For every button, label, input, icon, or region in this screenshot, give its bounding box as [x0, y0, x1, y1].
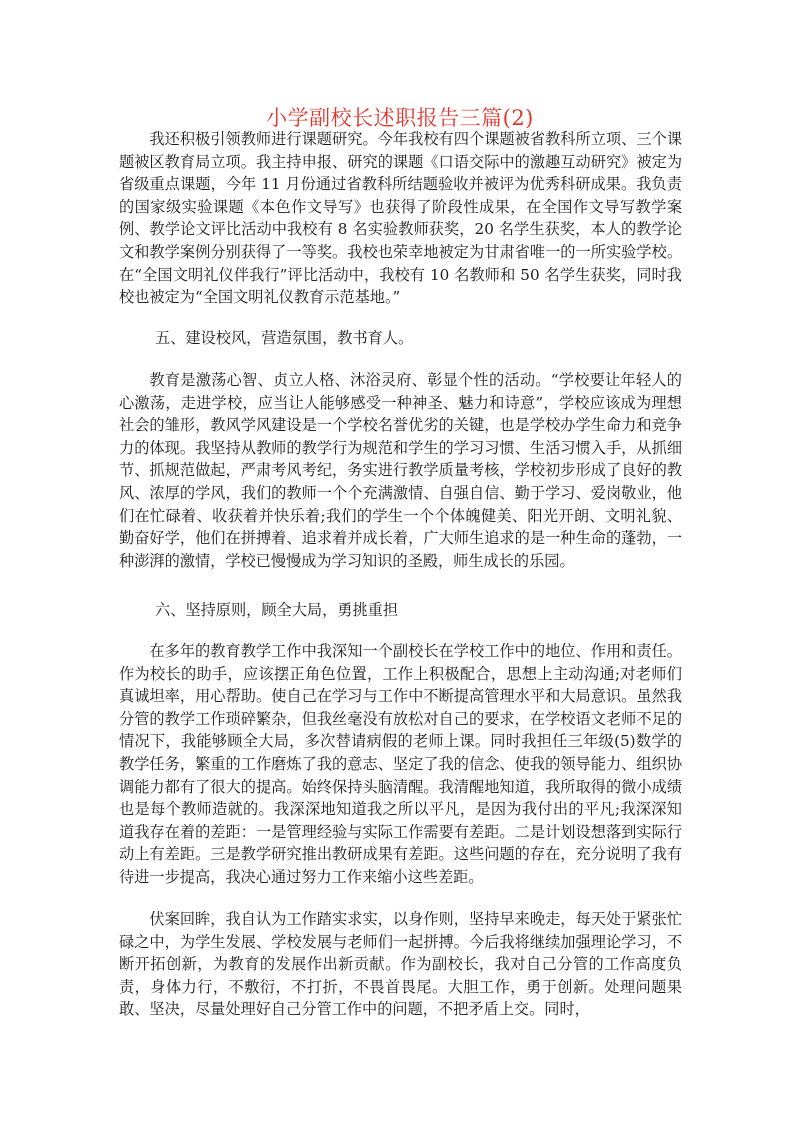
paragraph-school-spirit: 教育是激荡心智、贞立人格、沐浴灵府、彰显个性的活动。“学校要让年轻人的心激荡，走进学校，应当让人能够感受一种神圣、魅力和诗意”，学校应该成为理想社会的雏形，教风学风建设是一个学校名誉优劣的关键，也是学校办学生命力和竞争力的体现。我坚持从教师的教学行为规范和学生的学习习惯、生活习惯入手，从抓细节、抓规范做起，严肃考风考纪，务实进行教学质量考核，学校初步形成了良好的教风、浓厚的学风，我们的教师一个个充满激情、自强自信、勤于学习、爱岗敬业，他们在忙碌着、收获着并快乐着;我们的学生一个个体魄健美、阳光开朗、文明礼貌、勤奋好学，他们在拼搏着、追求着并成长着，广大师生追求的是一种生命的蓬勃，一种澎湃的激情，学校已慢慢成为学习知识的圣殿，师生成长的乐园。 [119, 371, 682, 570]
section-heading-6: 六、坚持原则，顾全大局，勇挑重担 [155, 601, 398, 619]
document-title: 小学副校长述职报告三篇(2) [266, 106, 534, 130]
paragraph-reflection: 伏案回眸，我自认为工作踏实求实，以身作则，坚持早来晚走，每天处于紧张忙碌之中，为学生发展、学校发展与老师们一起拼搏。今后我将继续加强理论学习，不断开拓创新，为教育的发展作出新贡献。作为副校长，我对自己分管的工作高度负责，身体力行，不敷衍，不打折，不畏首畏尾。大胆工作，勇于创新。处理问题果敢、坚决，尽量处理好自己分管工作中的问题，不把矛盾上交。同时， [119, 910, 682, 1019]
paragraph-research: 我还积极引领教师进行课题研究。今年我校有四个课题被省教科所立项、三个课题被区教育局立项。我主持申报、研究的课题《口语交际中的激趣互动研究》被定为省级重点课题，今年 11 月份通过省教科所结题验收并被评为优秀科研成果。我负责的国家级实验课题《本色作文导写》也获得了阶段性成果，在全国作文导写教学案例、教学论文评比活动中我校有 8 名实验教师获奖，20 名学生获奖，本人的教学论文和教学案例分别获得了一等奖。我校也荣幸地被定为甘肃省唯一的一所实验学校。在“全国文明礼仪伴我行”评比活动中，我校有 10 名教师和 50 名学生获奖，同时我校也被定为“全国文明礼仪教育示范基地。” [119, 130, 682, 307]
section-heading-5: 五、建设校风，营造氛围，教书育人。 [155, 329, 414, 347]
paragraph-principles: 在多年的教育教学工作中我深知一个副校长在学校工作中的地位、作用和责任。作为校长的助手，应该摆正角色位置，工作上积极配合，思想上主动沟通;对老师们真诚坦率，用心帮助。使自己在学习与工作中不断提高管理水平和大局意识。虽然我分管的教学工作琐碎繁杂，但我丝毫没有放松对自己的要求，在学校语文老师不足的情况下，我能够顾全大局，多次替请病假的老师上课。同时我担任三年级(5)数学的教学任务，繁重的工作磨炼了我的意志、坚定了我的信念、使我的领导能力、组织协调能力都有了很大的提高。始终保持头脑清醒。我清醒地知道，我所取得的微小成绩也是每个教师造就的。我深深地知道我之所以平凡，是因为我付出的平凡;我深深知道我存在着的差距：一是管理经验与实际工作需要有差距。二是计划设想落到实际行动上有差距。三是教学研究推出教研成果有差距。这些问题的存在，充分说明了我有待进一步提高，我决心通过努力工作来缩小这些差距。 [119, 642, 682, 886]
